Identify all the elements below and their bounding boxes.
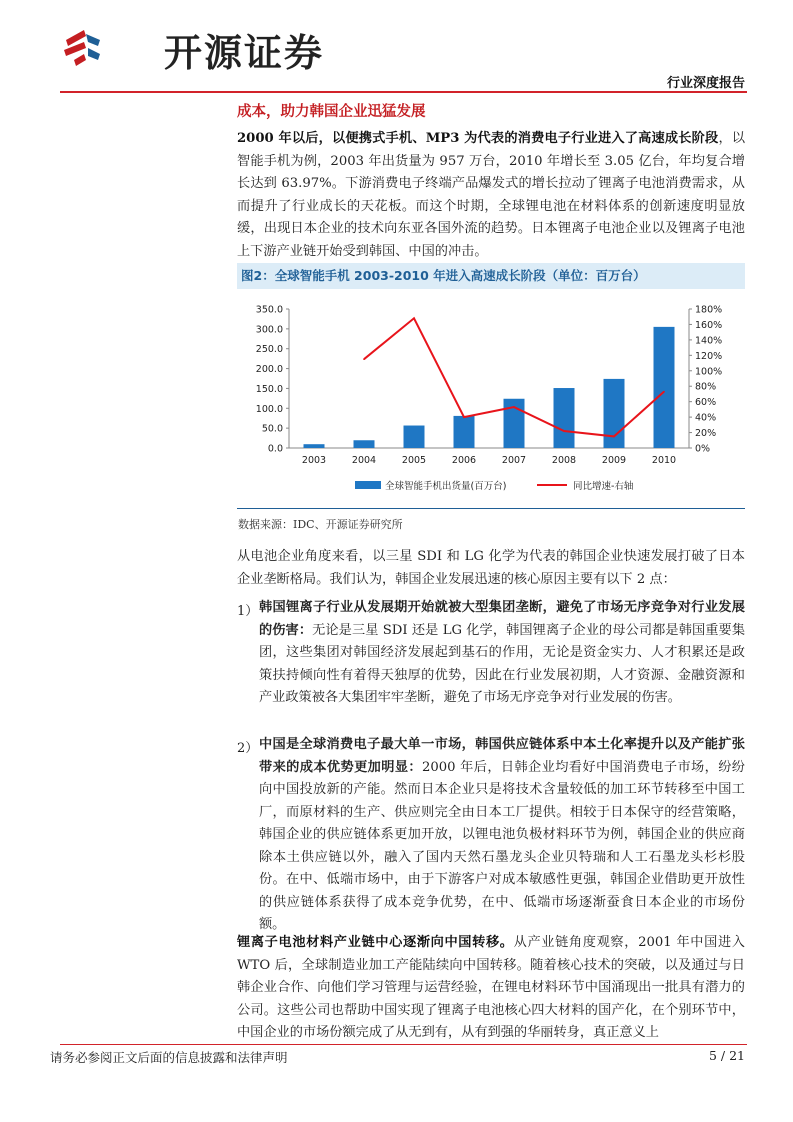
paragraph-3-body: 从产业链角度观察，2001 年中国进入 WTO 后，全球制造业加工产能陆续向中国转移。随着核心技术的突破，以及通过与日韩企业合作、向他们学习管理与运营经验，在锂电材料环节中国涌现出一批具有潜力的公司。这些公司也帮助中国实现了锂离子电池核心四大材料的国产化，在个别环节中，中国企业的市场份额完成了从无到有，从有到强的华丽转身，真正意义上 xyxy=(237,935,745,1040)
footer-disclaimer: 请务必参阅正文后面的信息披露和法律声明 xyxy=(50,1050,288,1065)
x-tick-label: 2003 xyxy=(301,455,327,466)
paragraph-1 xyxy=(237,128,745,263)
bar-2005 xyxy=(404,426,425,448)
x-tick-label: 2009 xyxy=(601,455,627,466)
x-tick-label: 2008 xyxy=(551,455,577,466)
list-number-2: 2） xyxy=(237,741,259,756)
y-left-tick-label: 100.0 xyxy=(255,403,283,415)
figure-title: 图2：全球智能手机 2003-2010 年进入高速成长阶段（单位：百万台） xyxy=(237,263,745,289)
bar-2010 xyxy=(654,327,675,448)
report-type-label: 行业深度报告 xyxy=(666,76,745,91)
legend-bar-label: 全球智能手机出货量(百万台) xyxy=(385,481,507,492)
y-right-tick-label: 140% xyxy=(695,335,723,347)
list-number-1: 1） xyxy=(237,604,259,619)
y-left-tick-label: 300.0 xyxy=(255,324,283,336)
company-logo xyxy=(62,24,325,75)
y-left-tick-label: 250.0 xyxy=(255,344,283,356)
growth-point-2009 xyxy=(613,436,615,438)
growth-point-2005 xyxy=(413,317,415,319)
bar-2004 xyxy=(354,440,375,448)
bar-2003 xyxy=(304,444,325,448)
paragraph-2: 从电池企业角度来看，以三星 SDI 和 LG 化学为代表的韩国企业快速发展打破了日本企业垄断格局。我们认为，韩国企业发展迅速的核心原因主要有以下 2 点： xyxy=(237,549,745,587)
growth-point-2004 xyxy=(363,358,365,360)
x-tick-label: 2004 xyxy=(351,455,377,466)
x-tick-label: 2010 xyxy=(651,455,677,466)
header-divider xyxy=(60,91,747,93)
figure-bottom-rule xyxy=(237,508,745,509)
page-number: 5 / 21 xyxy=(708,1048,745,1063)
y-right-tick-label: 180% xyxy=(695,304,723,316)
y-right-tick-label: 0% xyxy=(695,443,711,455)
growth-point-2008 xyxy=(563,430,565,432)
y-right-tick-label: 40% xyxy=(695,412,717,424)
logo-text: 开源证券 xyxy=(164,31,325,75)
legend-line-label: 同比增速-右轴 xyxy=(573,481,634,492)
y-left-tick-label: 350.0 xyxy=(255,304,283,316)
figure-source: 数据来源：IDC、开源证券研究所 xyxy=(238,518,403,531)
bar-2009 xyxy=(604,379,625,448)
paragraph-1-body: ，以智能手机为例，2003 年出货量为 957 万台，2010 年增长至 3.05 亿台，年均复合增长达到 63.97%。下游消费电子终端产品爆发式的增长拉动了锂离子电池消费需求，从而提升了行业成长的天花板。而这个时期，全球锂电池在材料体系的创新速度明显放缓，出现日本企业的技术向东亚各国外流的趋势。日本锂离子电池企业以及锂离子电池上下游产业链开始受到韩国、中国的冲击。 xyxy=(237,131,746,259)
list-item-2-lead: 中国是全球消费电子最大单一市场，韩国供应链体系中本土化率提升以及产能扩张带来的成本优势更加明显： xyxy=(259,737,745,775)
y-left-tick-label: 50.0 xyxy=(261,423,283,435)
y-right-tick-label: 120% xyxy=(695,350,723,362)
list-item-2 xyxy=(259,734,745,937)
figure-chart xyxy=(237,293,745,503)
bar-2006 xyxy=(454,416,475,448)
y-left-tick-label: 200.0 xyxy=(255,364,283,376)
y-left-tick-label: 150.0 xyxy=(255,383,283,395)
growth-point-2007 xyxy=(513,406,515,408)
x-tick-label: 2007 xyxy=(501,455,527,466)
growth-point-2010 xyxy=(663,391,665,393)
y-right-tick-label: 100% xyxy=(695,366,723,378)
x-tick-label: 2006 xyxy=(451,455,477,466)
y-right-tick-label: 60% xyxy=(695,397,717,409)
legend-bar-swatch xyxy=(355,481,381,489)
y-right-tick-label: 20% xyxy=(695,428,717,440)
list-item-2-body: 2000 年后，日韩企业均看好中国消费电子市场，纷纷向中国投放新的产能。然而日本企业只是将技术含量较低的加工环节转移至中国工厂，而原材料的生产、供应则完全由日本工厂提供。相较于日本保守的经营策略，韩国企业的供应链体系更加开放，以锂电池负极材料环节为例，韩国企业的供应商除本土供应链以外，融入了国内天然石墨龙头企业贝特瑞和人工石墨龙头杉杉股份。在中、低端市场中，由于下游客户对成本敏感性更强，韩国企业借助更开放性的供应链体系获得了成本竞争优势，在中、低端市场逐渐蚕食日本企业的市场份额。 xyxy=(259,759,745,932)
x-tick-label: 2005 xyxy=(401,455,427,466)
list-item-1-lead: 韩国锂离子行业从发展期开始就被大型集团垄断，避免了市场无序竞争对行业发展的伤害： xyxy=(259,600,745,638)
paragraph-3 xyxy=(237,932,745,1045)
list-item-1-body: 无论是三星 SDI 还是 LG 化学，韩国锂离子企业的母公司都是韩国重要集团，这些集团对韩国经济发展起到基石的作用，无论是资金实力、人才积累还是政策扶持倾向性有着得天独厚的优势，因此在行业发展初期，人才资源、金融资源和产业政策被各大集团牢牢垄断，避免了市场无序竞争对行业发展的伤害。 xyxy=(259,622,746,705)
section-title: 成本，助力韩国企业迅猛发展 xyxy=(237,104,426,120)
growth-point-2006 xyxy=(463,416,465,418)
y-left-tick-label: 0.0 xyxy=(267,443,283,455)
logo-mark-icon xyxy=(62,26,102,72)
chart-svg xyxy=(237,293,745,503)
paragraph-3-lead: 锂离子电池材料产业链中心逐渐向中国转移。 xyxy=(237,935,514,950)
paragraph-1-lead: 2000 年以后，以便携式手机、MP3 为代表的消费电子行业进入了高速成长阶段 xyxy=(237,131,719,146)
bar-2008 xyxy=(554,388,575,448)
list-item-1 xyxy=(259,597,745,710)
y-right-tick-label: 80% xyxy=(695,381,717,393)
y-right-tick-label: 160% xyxy=(695,319,723,331)
footer-divider xyxy=(60,1044,747,1045)
